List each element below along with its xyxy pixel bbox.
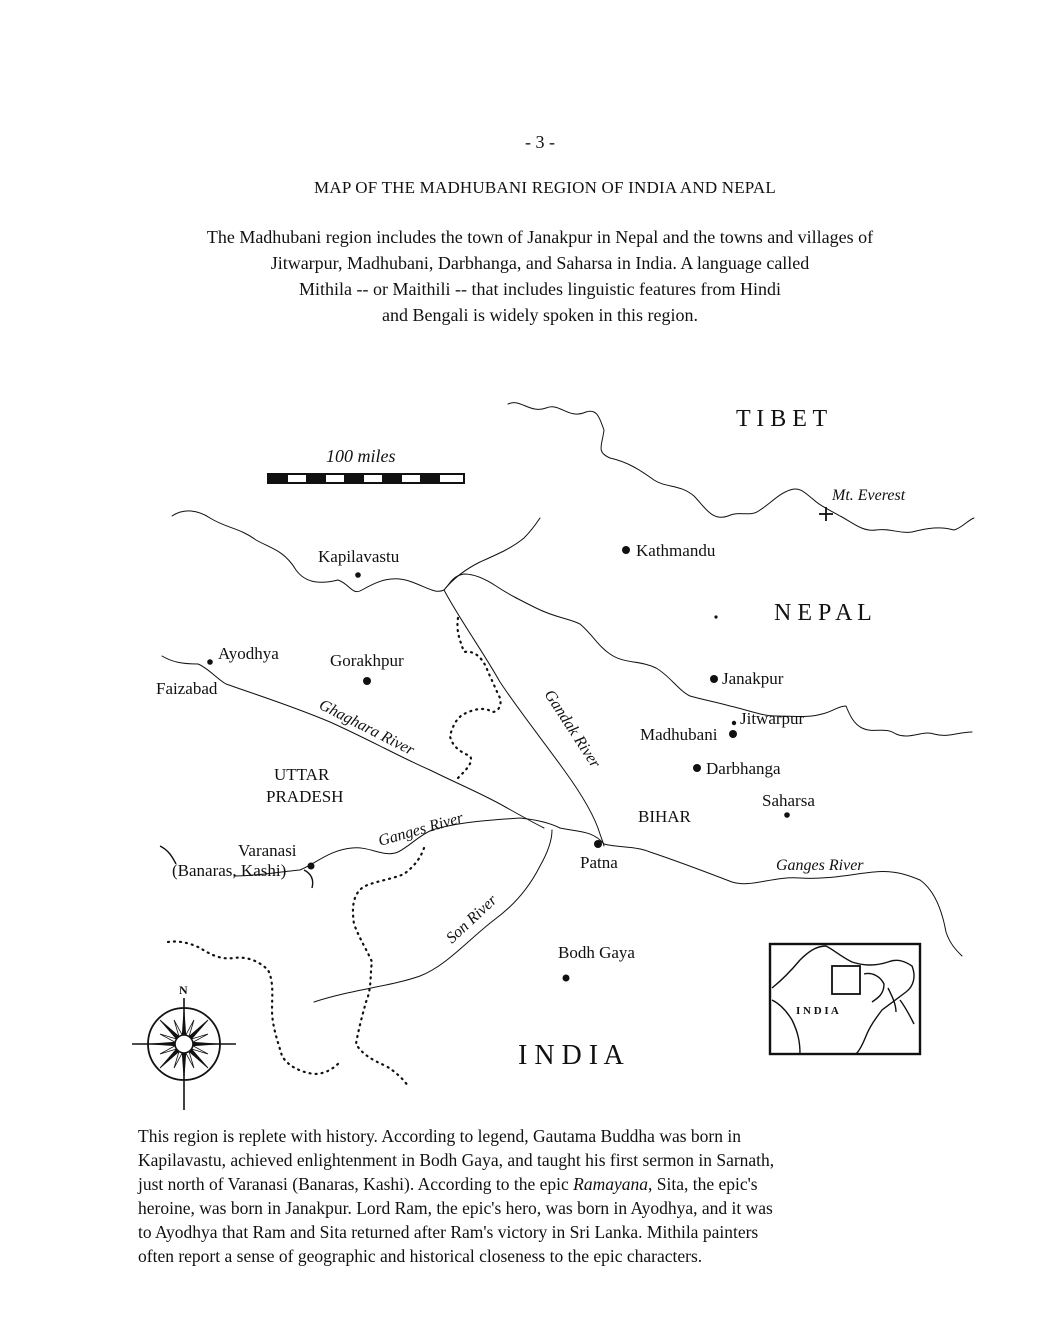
place-label-bodh-gaya: Bodh Gaya — [558, 943, 635, 962]
river-label-ganges-west: Ganges River — [376, 809, 466, 850]
compass-point — [189, 1020, 208, 1039]
place-label-kathmandu: Kathmandu — [636, 541, 716, 560]
country-label-nepal: N E P A L — [774, 600, 872, 626]
river-label-ganges-east: Ganges River — [776, 857, 864, 874]
history-line: Kapilavastu, achieved enlightenment in Bodh Gaya, and taught his first sermon in Sarnath, — [138, 1150, 775, 1170]
dot-jitwarpur — [732, 721, 736, 725]
region-map — [0, 380, 1040, 1120]
place-label-saharsa: Saharsa — [762, 791, 815, 810]
dot-madhubani — [729, 730, 737, 738]
country-label-india: I N D I A — [518, 1040, 624, 1071]
mt-everest-label: Mt. Everest — [832, 487, 906, 504]
history-line: often report a sense of geographic and historical closeness to the epic characters. — [138, 1246, 703, 1266]
place-label-varanasi: Varanasi — [238, 841, 297, 860]
history-line: This region is replete with history. According to legend, Gautama Buddha was born in — [138, 1126, 741, 1146]
place-label-varanasi-alt: (Banaras, Kashi) — [172, 861, 287, 880]
history-line: to Ayodhya that Ram and Sita returned after Ram's victory in Sri Lanka. Mithila painters — [138, 1222, 759, 1242]
dot-patna — [594, 840, 602, 848]
scale-bar — [268, 446, 464, 483]
compass-point — [193, 1042, 218, 1046]
ghaghara-river-line — [162, 656, 544, 828]
compass-point — [189, 1049, 208, 1068]
intro-line: The Madhubani region includes the town of Janakpur in Nepal and the towns and villages of — [206, 227, 874, 247]
compass-point — [182, 1010, 186, 1035]
compass-point — [160, 1020, 179, 1039]
dot-saharsa — [784, 812, 790, 818]
dot-janakpur — [710, 675, 718, 683]
scale-label: 100 miles — [326, 446, 396, 466]
page-title: MAP OF THE MADHUBANI REGION OF INDIA AND NEPAL — [314, 178, 776, 197]
gandak-river-line — [444, 590, 604, 846]
country-label-tibet: T I B E T — [736, 406, 828, 432]
compass-north-label: N — [179, 983, 188, 997]
place-label-madhubani: Madhubani — [640, 725, 718, 744]
dot-bodh-gaya — [563, 975, 570, 982]
ramayana-title: Ramayana — [573, 1174, 648, 1194]
place-label-patna: Patna — [580, 853, 618, 872]
place-label-jitwarpur: Jitwarpur — [740, 709, 805, 728]
compass-point — [182, 1053, 186, 1078]
compass-point — [160, 1049, 179, 1068]
dot-darbhanga — [693, 764, 701, 772]
river-label-ghaghara: Ghaghara River — [316, 696, 417, 759]
state-label-bihar: BIHAR — [638, 807, 691, 826]
dot-gorakhpur — [363, 677, 371, 685]
river-label-gandak: Gandak River — [540, 686, 604, 772]
history-line: just north of Varanasi (Banaras, Kashi). According to the epic Ramayana, Sita, the epic's — [138, 1174, 758, 1194]
ganges-river-line — [234, 818, 962, 956]
page-number: - 3 - — [525, 132, 555, 152]
dot-varanasi — [308, 863, 315, 870]
inset-label: I N D I A — [796, 1005, 839, 1017]
compass-point — [150, 1042, 175, 1046]
state-label-uttar: UTTAR — [274, 765, 330, 784]
india-inset — [770, 944, 920, 1054]
place-label-kapilavastu: Kapilavastu — [318, 547, 400, 566]
dot-kathmandu — [622, 546, 630, 554]
son-river-line — [314, 830, 552, 1002]
place-label-ayodhya: Ayodhya — [218, 644, 279, 663]
mt-everest-marker — [819, 507, 833, 521]
place-label-faizabad: Faizabad — [156, 679, 218, 698]
dot-ayodhya — [207, 659, 213, 665]
intro-line: Mithila -- or Maithili -- that includes linguistic features from Hindi — [299, 279, 781, 299]
compass-rose — [132, 983, 236, 1110]
history-line: heroine, was born in Janakpur. Lord Ram, the epic's hero, was born in Ayodhya, and it was — [138, 1198, 773, 1218]
place-label-janakpur: Janakpur — [722, 669, 784, 688]
intro-paragraph — [120, 224, 960, 328]
dot-kapilavastu — [355, 572, 361, 578]
river-branch-north — [444, 518, 540, 590]
river-label-son: Son River — [443, 891, 501, 947]
intro-line: Jitwarpur, Madhubani, Darbhanga, and Saharsa in India. A language called — [270, 253, 810, 273]
state-label-pradesh: PRADESH — [266, 787, 344, 806]
intro-line: and Bengali is widely spoken in this region. — [382, 305, 698, 325]
state-boundary-south — [353, 848, 424, 1086]
place-label-gorakhpur: Gorakhpur — [330, 651, 404, 670]
history-paragraph — [138, 1124, 978, 1268]
place-label-darbhanga: Darbhanga — [706, 759, 781, 778]
